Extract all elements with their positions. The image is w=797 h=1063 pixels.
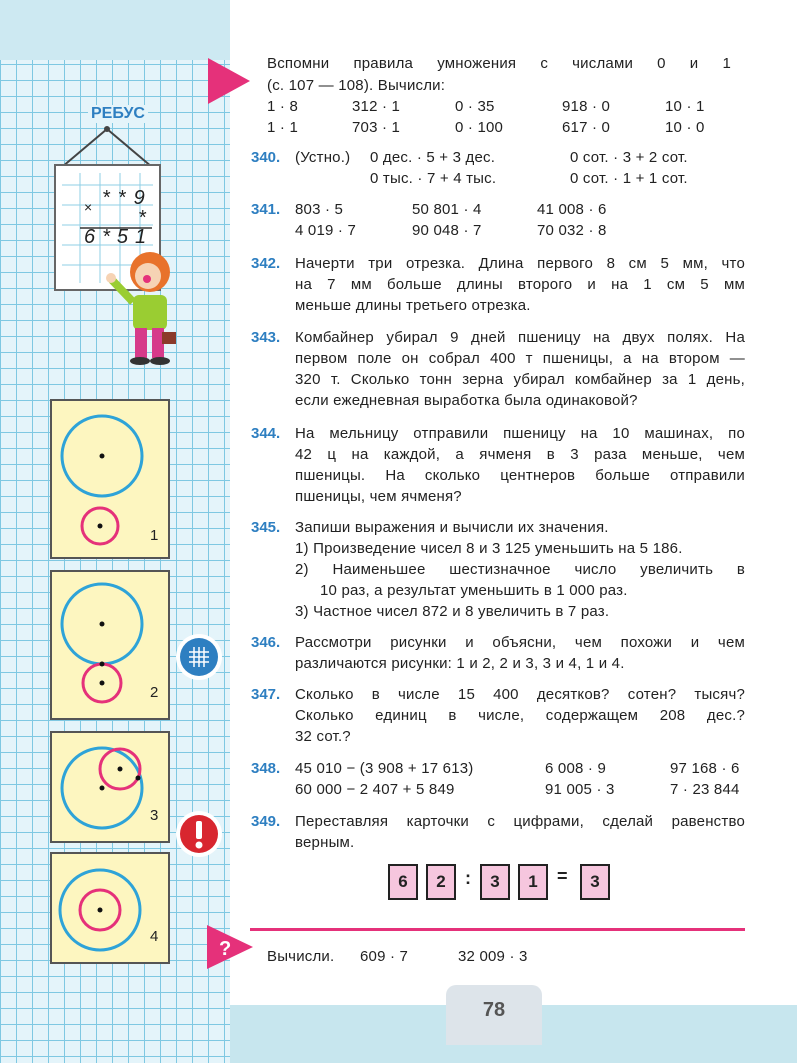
svg-text:?: ? (219, 938, 232, 960)
intro-cell: 1 · 1 (267, 119, 299, 136)
bottom-label: Вычисли. (267, 948, 335, 965)
bottom-expr: 32 009 · 3 (458, 948, 528, 965)
task-number-348: 348. (251, 760, 281, 777)
task-343-line: Комбайнер убирал 9 дней пшеницу на двух полях. На (295, 329, 745, 346)
intro-cell: 10 · 1 (665, 98, 705, 115)
attention-icon[interactable] (175, 810, 223, 858)
task-343-line: первом поле он собрал 400 т пшеницы, а на втором — (295, 350, 745, 367)
intro-cell: 312 · 1 (352, 98, 401, 115)
task-343-line: если ежедневная выработка была одинаковой? (295, 392, 638, 409)
task-344-line: 42 ц на каждой, а ячменя в 3 раза меньше, чем (295, 446, 745, 463)
task-341-expr: 41 008 · 6 (537, 201, 607, 218)
task-340-expr: 0 сот. · 3 + 2 сот. (570, 149, 688, 166)
task-number-347: 347. (251, 686, 281, 703)
digit-card[interactable]: 2 (426, 864, 456, 900)
intro-line-1: Вспомни правила умножения с числами 0 и 1 (267, 55, 731, 72)
digit-card[interactable]: 1 (518, 864, 548, 900)
task-number-345: 345. (251, 519, 281, 536)
task-number-343: 343. (251, 329, 281, 346)
task-341-expr: 4 019 · 7 (295, 222, 357, 239)
rebus-mult-sign: × (84, 199, 93, 215)
task-341-expr: 50 801 · 4 (412, 201, 482, 218)
task-number-342: 342. (251, 255, 281, 272)
task-340-label: (Устно.) (295, 149, 351, 166)
task-number-346: 346. (251, 634, 281, 651)
task-346-line: Рассмотри рисунки и объясни, чем похожи и чем (295, 634, 745, 651)
figure-4 (50, 852, 170, 964)
grid-globe-icon[interactable] (175, 633, 223, 681)
intro-cell: 0 · 100 (455, 119, 504, 136)
intro-cell: 0 · 35 (455, 98, 495, 115)
task-348-expr: 97 168 · 6 (670, 760, 740, 777)
rebus-row1: **9 (102, 187, 153, 209)
intro-cell: 1 · 8 (267, 98, 299, 115)
rebus-row3: 6*51 (84, 226, 154, 248)
task-347-line: Сколько в числе 15 400 десятков? сотен? тысяч? (295, 686, 745, 703)
intro-arrow-marker (208, 58, 250, 104)
intro-cell: 10 · 0 (665, 119, 705, 136)
task-348-expr: 6 008 · 9 (545, 760, 607, 777)
task-345-item-3: 3) Частное чисел 872 и 8 увеличить в 7 раз. (295, 603, 610, 620)
task-347-line: Сколько единиц в числе, содержащем 208 дес.? (295, 707, 745, 724)
figure-4-label: 4 (150, 928, 159, 945)
intro-cell: 918 · 0 (562, 98, 611, 115)
intro-line-2: (с. 107 — 108). Вычисли: (267, 77, 446, 94)
task-342-line: на 7 мм больше длины второго и на 1 см 5 мм (295, 276, 745, 293)
task-344-line: пшеницы. На сколько центнеров больше отправили (295, 467, 745, 484)
task-345-head: Запиши выражения и вычисли их значения. (295, 519, 609, 536)
task-341-expr: 70 032 · 8 (537, 222, 607, 239)
task-348-expr: 91 005 · 3 (545, 781, 615, 798)
equals-sign: = (557, 866, 568, 886)
digit-card[interactable]: 3 (580, 864, 610, 900)
bottom-expr: 609 · 7 (360, 948, 409, 965)
task-348-expr: 7 · 23 844 (670, 781, 740, 798)
division-sign: : (465, 868, 471, 888)
task-343-line: 320 т. Сколько тонн зерна убирал комбайнер за 1 день, (295, 371, 745, 388)
digit-card[interactable]: 6 (388, 864, 418, 900)
rebus-row2: * (138, 207, 146, 229)
task-number-341: 341. (251, 201, 281, 218)
task-347-line: 32 сот.? (295, 728, 351, 745)
figure-2-label: 2 (150, 684, 159, 701)
top-band (0, 0, 230, 60)
task-342-line: Начерти три отрезка. Длина первого 8 см 5 мм, что (295, 255, 745, 272)
task-346-line: различаются рисунки: 1 и 2, 2 и 3, 3 и 4, 1 и 4. (295, 655, 625, 672)
page-number: 78 (446, 985, 542, 1045)
rebus-title: РЕБУС (88, 105, 148, 123)
task-344-line: На мельницу отправили пшеницу на 10 машинах, по (295, 425, 745, 442)
task-number-349: 349. (251, 813, 281, 830)
digit-card[interactable]: 3 (480, 864, 510, 900)
intro-cell: 617 · 0 (562, 119, 611, 136)
intro-cell: 703 · 1 (352, 119, 401, 136)
task-number-340: 340. (251, 149, 281, 166)
task-340-expr: 0 сот. · 1 + 1 сот. (570, 170, 688, 187)
task-349-line: верным. (295, 834, 355, 851)
figure-4-drawing (52, 854, 168, 962)
task-340-expr: 0 дес. · 5 + 3 дес. (370, 149, 496, 166)
figure-1 (50, 399, 170, 559)
task-342-line: меньше длины третьего отрезка. (295, 297, 531, 314)
task-348-expr: 45 010 − (3 908 + 17 613) (295, 760, 474, 777)
figure-3-label: 3 (150, 807, 159, 824)
task-341-expr: 803 · 5 (295, 201, 344, 218)
figure-3-drawing (52, 733, 168, 841)
divider-line (250, 928, 745, 931)
figure-3 (50, 731, 170, 843)
task-348-expr: 60 000 − 2 407 + 5 849 (295, 781, 455, 798)
task-340-expr: 0 тыс. · 7 + 4 тыс. (370, 170, 497, 187)
task-344-line: пшеницы, чем ячменя? (295, 488, 462, 505)
task-349-line: Переставляя карточки с цифрами, сделай равенство (295, 813, 745, 830)
figure-1-label: 1 (150, 527, 159, 544)
task-345-item-1: 1) Произведение чисел 8 и 3 125 уменьшить на 5 186. (295, 540, 683, 557)
figure-2 (50, 570, 170, 720)
task-345-item-2: 2) Наименьшее шестизначное число увеличить в (295, 561, 745, 578)
task-number-344: 344. (251, 425, 281, 442)
clown-illustration (100, 250, 190, 368)
task-345-item-2-cont: 10 раз, а результат уменьшить в 1 000 раз. (320, 582, 628, 599)
task-341-expr: 90 048 · 7 (412, 222, 482, 239)
question-marker-icon (207, 925, 253, 969)
